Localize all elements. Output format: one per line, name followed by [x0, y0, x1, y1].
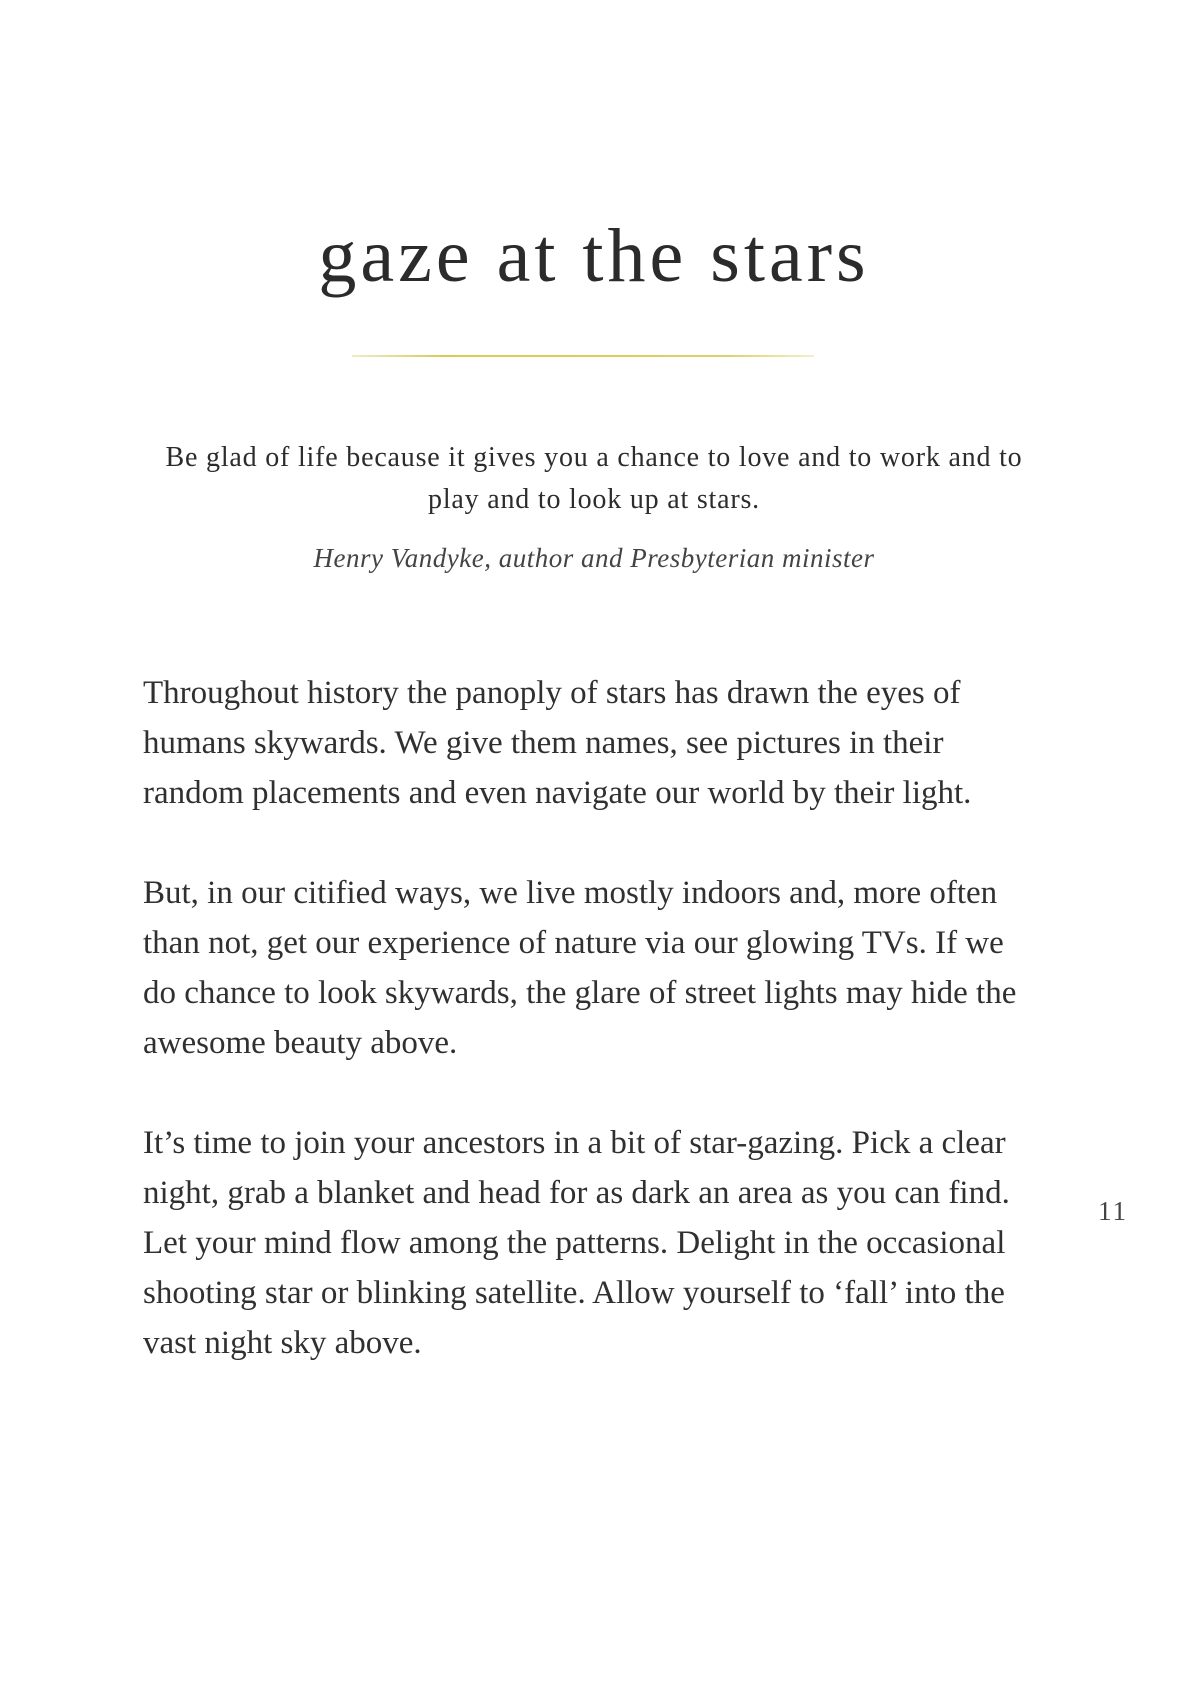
page-title: gaze at the stars — [318, 214, 870, 298]
quote-attribution: Henry Vandyke, author and Presbyterian minister — [313, 543, 875, 573]
epigraph-quote: Be glad of life because it gives you a chance to love and to work and to play and to look up at stars. — [165, 442, 1023, 515]
body-paragraph: But, in our citified ways, we live mostly indoors and, more often than not, get our experience of nature via our glowing TVs. If we do chance to look skywards, the glare of street lights may hide the awesome beauty above. — [143, 875, 1017, 1061]
body-paragraph: It’s time to join your ancestors in a bit of star-gazing. Pick a clear night, grab a blanket and head for as dark an area as you can find. Let your mind flow among the patterns. Delight in the occasional shooting star or blinking satellite. Allow yourself to ‘fall’ into the vast night sky above. — [143, 1125, 1010, 1361]
body-text — [143, 668, 1043, 1418]
page-number: 11 — [1098, 1196, 1128, 1226]
title-divider — [352, 355, 814, 357]
body-paragraph: Throughout history the panoply of stars has drawn the eyes of humans skywards. We give them names, see pictures in their random placements and even navigate our world by their light. — [143, 675, 972, 811]
